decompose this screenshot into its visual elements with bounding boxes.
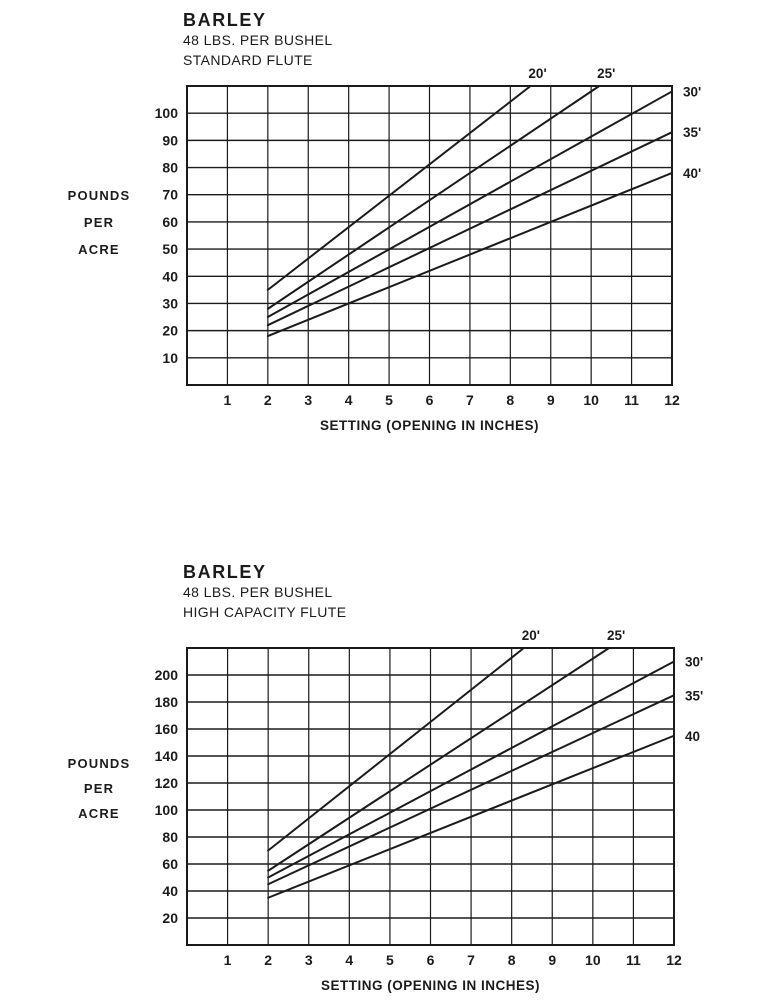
chart2-series-line-20 — [268, 648, 524, 851]
chart2-x-tick-label: 3 — [304, 952, 313, 968]
chart1-series-label-40: 40' — [683, 165, 702, 181]
chart1-plot — [155, 66, 702, 433]
chart2-series-label-30: 30' — [685, 654, 704, 670]
chart1-x-tick-label: 11 — [624, 392, 639, 408]
chart2-y-tick-label: 160 — [154, 721, 178, 737]
chart1-x-tick-label: 10 — [583, 392, 599, 408]
chart2-x-tick-label: 4 — [345, 952, 354, 968]
chart1-title: BARLEY — [183, 10, 267, 30]
chart1-y-tick-label: 40 — [162, 268, 178, 285]
chart1-series-label-25: 25' — [597, 66, 616, 81]
chart1-x-tick-label: 8 — [506, 392, 515, 408]
chart1-y-tick-label: 80 — [162, 159, 178, 176]
chart2-x-tick-label: 10 — [585, 952, 601, 968]
chart2-y-axis-label-line1: POUNDS — [67, 756, 131, 771]
chart2-x-tick-label: 1 — [223, 952, 232, 968]
chart2-x-tick-label: 7 — [467, 952, 475, 968]
chart1-x-tick-label: 12 — [664, 392, 680, 408]
chart2-x-tick-label: 11 — [626, 952, 641, 968]
chart1-x-axis-title: SETTING (OPENING IN INCHES) — [319, 418, 540, 433]
chart1-y-axis-label — [40, 182, 158, 263]
chart1-x-tick-label: 6 — [425, 392, 434, 408]
chart1-y-tick-label: 50 — [162, 241, 178, 258]
chart1-title-block — [183, 10, 333, 70]
chart1-y-axis-label-line2: PER — [83, 215, 115, 230]
chart2-x-tick-label: 8 — [507, 952, 516, 968]
chart2-y-tick-label: 80 — [162, 829, 178, 845]
chart1-subtitle-1: 48 LBS. PER BUSHEL — [183, 32, 333, 48]
chart1-x-tick-label: 5 — [385, 392, 393, 408]
chart2-x-tick-label: 12 — [666, 952, 682, 968]
chart1-y-tick-label: 100 — [154, 105, 178, 122]
chart1-x-tick-label: 3 — [304, 392, 313, 408]
chart2-x-tick-label: 9 — [548, 952, 557, 968]
chart2-y-tick-label: 180 — [154, 694, 178, 710]
chart1-series-line-20 — [268, 86, 531, 290]
chart2-y-tick-label: 20 — [162, 910, 178, 926]
chart2-series-label-25: 25' — [606, 628, 626, 643]
chart2-plot — [155, 628, 704, 993]
chart1-y-axis-label-line3: ACRE — [78, 242, 120, 257]
chart1-x-tick-label: 7 — [466, 392, 474, 408]
chart1-y-tick-label: 30 — [162, 295, 178, 312]
chart1-y-tick-label: 10 — [162, 349, 178, 366]
chart1-series-label-30: 30' — [683, 84, 702, 100]
chart2-y-tick-label: 200 — [154, 667, 178, 683]
chart2-y-axis-label-line3: ACRE — [78, 806, 120, 821]
chart1-y-axis-label-line1: POUNDS — [67, 188, 131, 203]
chart2-series-label-40: 40 — [685, 728, 701, 744]
chart2-y-axis-label — [40, 751, 158, 826]
chart2-y-tick-label: 100 — [154, 802, 178, 818]
chart2-subtitle-1: 48 LBS. PER BUSHEL — [183, 584, 333, 600]
chart1-x-tick-label: 4 — [344, 392, 353, 408]
chart1-y-tick-label: 60 — [162, 213, 178, 230]
chart1-y-tick-label: 20 — [162, 322, 178, 339]
chart2-y-tick-label: 120 — [154, 775, 178, 791]
chart1-x-tick-label: 9 — [546, 392, 555, 408]
chart1-x-tick-label: 2 — [263, 392, 272, 408]
chart2-title-block — [183, 562, 346, 622]
chart1-y-tick-label: 90 — [162, 132, 178, 149]
chart2-x-axis-title: SETTING (OPENING IN INCHES) — [320, 978, 541, 993]
chart2-series-label-35: 35' — [685, 688, 704, 704]
chart2-series-label-20: 20' — [521, 628, 540, 643]
chart1-x-tick-label: 1 — [223, 392, 232, 408]
chart2-y-tick-label: 140 — [154, 748, 178, 764]
chart1-series-label-35: 35' — [683, 125, 702, 141]
chart2-title: BARLEY — [183, 562, 267, 582]
chart2-y-axis-label-line2: PER — [83, 781, 115, 796]
chart2-x-tick-label: 5 — [386, 952, 394, 968]
chart1-y-tick-label: 70 — [162, 186, 178, 203]
chart2-x-tick-label: 2 — [264, 952, 273, 968]
chart2-x-tick-label: 6 — [426, 952, 435, 968]
chart1-subtitle-2: STANDARD FLUTE — [183, 52, 313, 68]
chart2-subtitle-2: HIGH CAPACITY FLUTE — [183, 604, 347, 620]
chart1-series-line-25 — [268, 86, 599, 309]
chart2-y-tick-label: 60 — [162, 856, 178, 872]
chart1-series-label-20: 20' — [528, 66, 547, 81]
chart2-y-tick-label: 40 — [162, 883, 178, 899]
